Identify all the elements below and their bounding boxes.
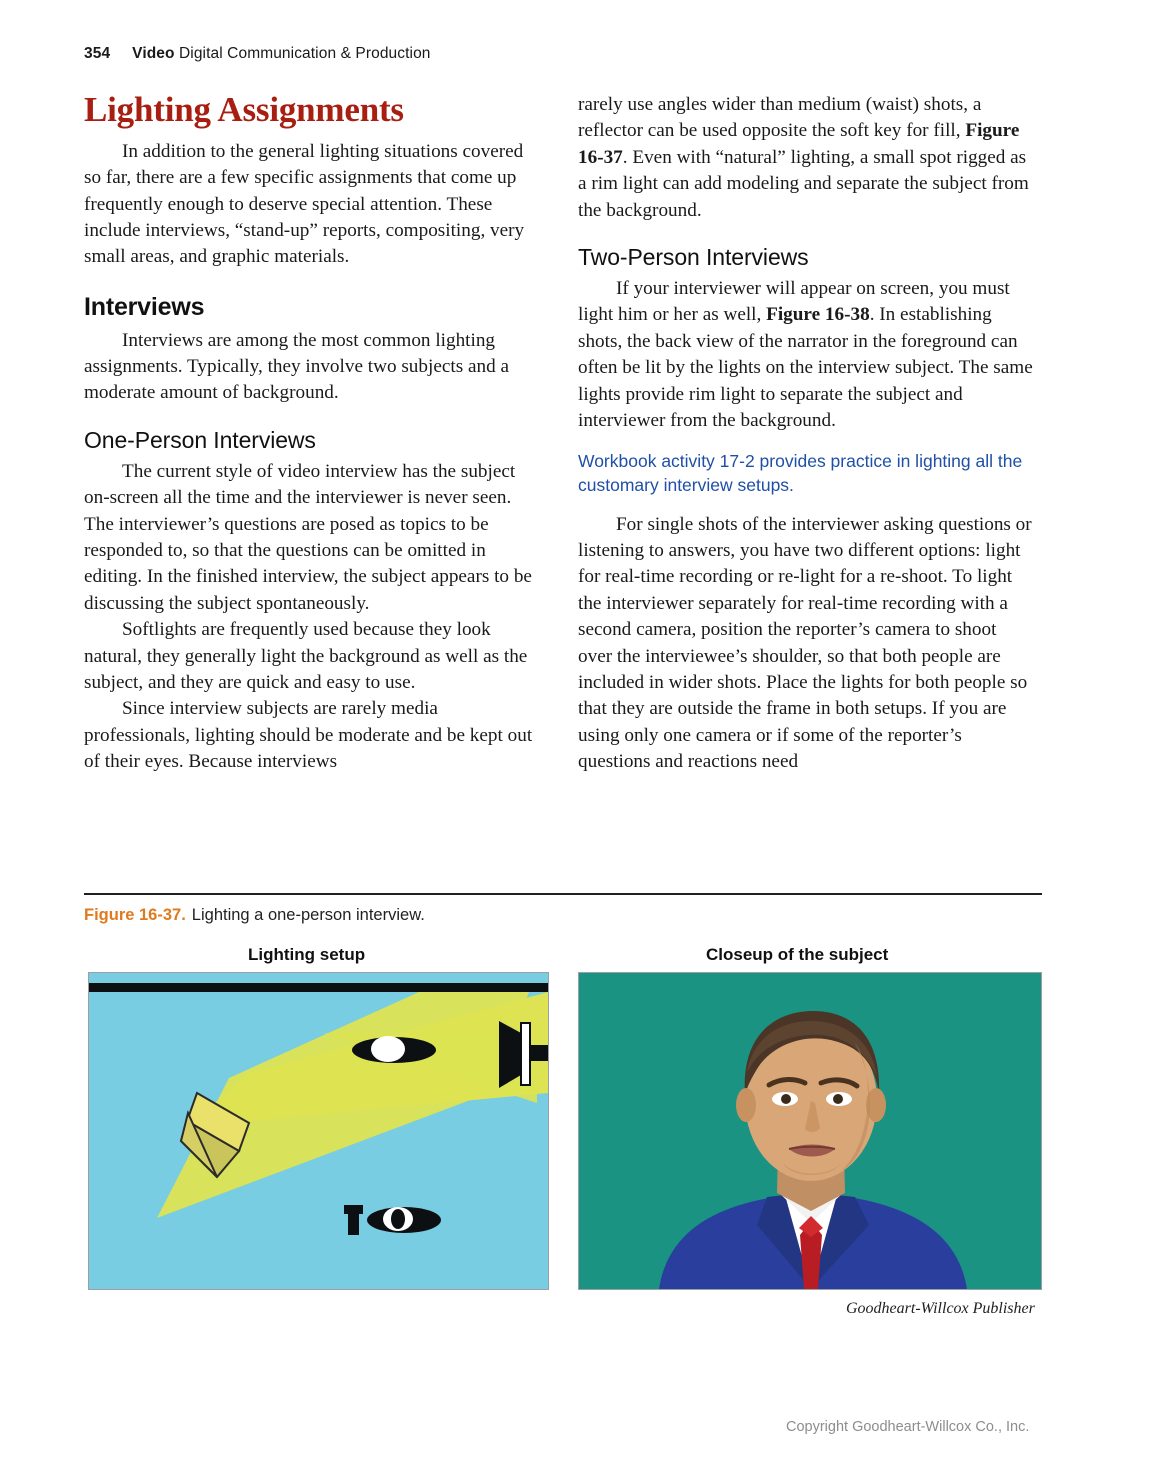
subheading-two-person-interviews: Two-Person Interviews [578,243,809,270]
figure-caption-text: Lighting a one-person interview. [191,906,425,924]
page-number: 354 [84,45,111,62]
two-person-paragraph-1 [578,276,1033,434]
intro-paragraph: In addition to the general lighting situations covered so far, there are a few specific assignments that come up frequently enough to deserve special attention. These include interviews, “stand-up” reports, compositing, very small areas, and graphic materials. [84,140,525,268]
two-person-text-a: If your interviewer will appear on screen, you must light him or her as well, [578,277,1010,326]
left-column [84,92,539,776]
continued-paragraph [578,92,1033,224]
book-title-rest: Digital Communication & Production [174,45,431,62]
panel-label-lighting-setup: Lighting setup [248,945,366,964]
one-person-paragraph-2: Softlights are frequently used because they look natural, they generally light the background as well as the subject, and they are quick and easy to use. [84,619,528,693]
continued-text-a: rarely use angles wider than medium (waist) shots, a reflector can be used opposite the soft key for fill, [578,94,982,142]
footer-copyright: Copyright Goodheart-Willcox Co., Inc. [786,1419,1030,1435]
book-title-bold: Video [132,45,175,62]
one-person-paragraph-3: Since interview subjects are rarely media professionals, lighting should be moderate and be kept out of their eyes. Because interviews [84,698,533,773]
figure-caption [84,906,425,925]
figure-credit: Goodheart-Willcox Publisher [846,1300,1035,1317]
running-head [84,45,431,63]
right-column [578,92,1033,775]
continued-text-b: . Even with “natural” lighting, a small spot rigged as a rim light can add modeling and separate the subject from the background. [578,146,1029,221]
workbook-activity-note: Workbook activity 17-2 provides practice in lighting all the customary interview setups. [578,451,1023,495]
chapter-title: Lighting Assignments [84,90,404,129]
figure-image-closeup-subject [578,972,1042,1290]
one-person-paragraph-1: The current style of video interview has the subject on-screen all the time and the interviewer is never seen. The interviewer’s questions are posed as topics to be responded to, so that the questions can be omitted in editing. In the finished interview, the subject appears to be discussing the subject spontaneously. [84,460,532,614]
section-heading-interviews: Interviews [84,292,205,321]
panel-label-closeup: Closeup of the subject [706,945,889,964]
two-person-text-b: . In establishing shots, the back view of the narrator in the foreground can often be lit by the lights on the interview subject. The same lights provide rim light to separate the subject and interviewer from the background. [578,304,1033,431]
figure-divider-rule [84,893,1042,895]
subheading-one-person-interviews: One-Person Interviews [84,426,316,453]
lighting-setup-diagram [89,973,548,1289]
closeup-portrait [579,973,1041,1289]
figure-reference-16-37: Figure 16-37 [578,120,1020,168]
figure-reference-16-38: Figure 16-38 [766,304,870,326]
interviews-paragraph: Interviews are among the most common lighting assignments. Typically, they involve two subjects and a moderate amount of background. [84,329,509,404]
two-person-paragraph-2: For single shots of the interviewer asking questions or listening to answers, you have two different options: light for real-time recording or re-light for a re-shoot. To light the interviewer separately for real-time recording with a second camera, position the reporter’s camera to shoot over the interviewee’s shoulder, so that both people are included in wider shots. Place the lights for both people so that they are outside the frame in both setups. If you are using only one camera or if some of the reporter’s questions and reactions need [578,513,1032,773]
figure-image-lighting-setup [88,972,549,1290]
figure-number: Figure 16-37. [84,906,186,924]
